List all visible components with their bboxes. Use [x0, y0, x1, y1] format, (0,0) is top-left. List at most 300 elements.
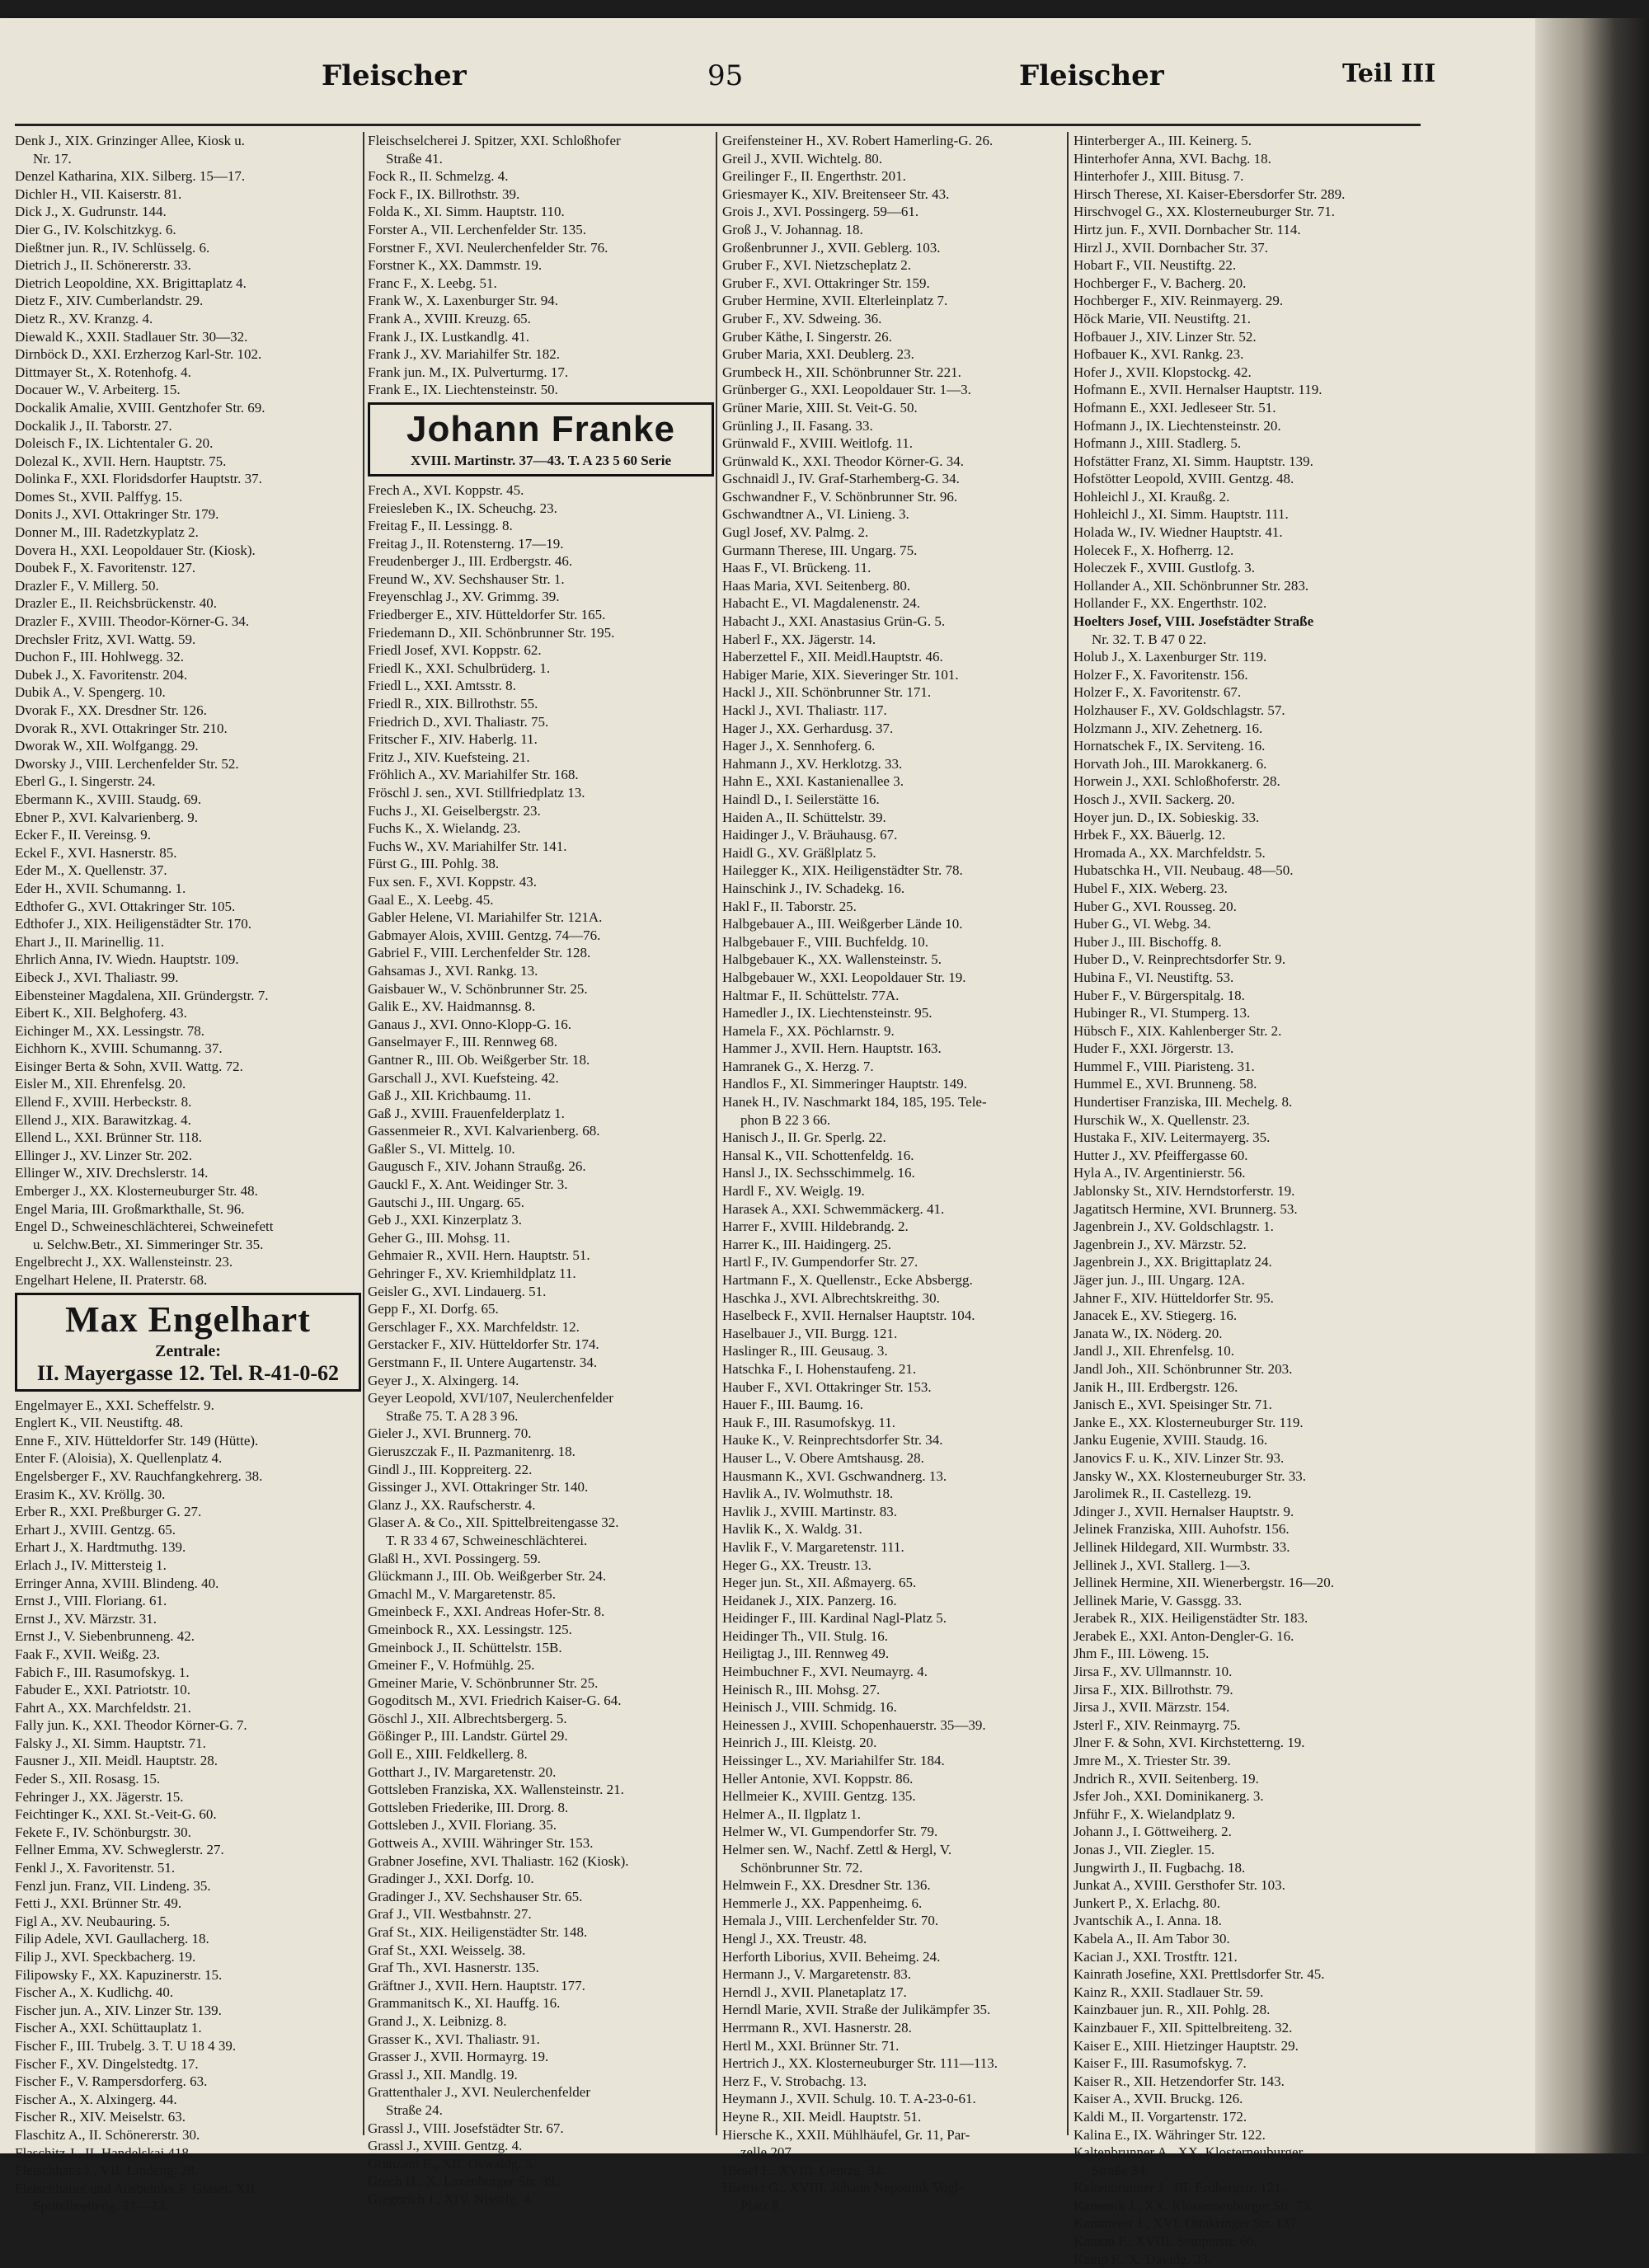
directory-entry: Hailegger K., XIX. Heiligenstädter Str. 78.: [722, 862, 963, 879]
directory-entry: Dietrich J., II. Schönererstr. 33.: [15, 257, 191, 274]
directory-entry: Gößinger P., III. Landstr. Gürtel 29.: [368, 1728, 568, 1744]
directory-entry: Holub J., X. Laxenburger Str. 119.: [1073, 649, 1267, 665]
directory-entry: Engelhart Helene, II. Praterstr. 68.: [15, 1272, 208, 1288]
directory-entry: Straße 24.: [386, 2101, 443, 2118]
header-category-left: Fleischer: [322, 59, 467, 92]
directory-entry: Flaschitz A., II. Schönererstr. 30.: [15, 2126, 200, 2143]
directory-entry: Haslinger R., III. Geusaug. 3.: [722, 1343, 888, 1359]
directory-entry: Nr. 17.: [33, 150, 72, 167]
directory-entry: Hromada A., XX. Marchfeldstr. 5.: [1073, 844, 1266, 861]
directory-entry: Eibeck J., XVI. Thaliastr. 99.: [15, 969, 179, 985]
directory-entry: Hofmann E., XVII. Hernalser Hauptstr. 119.: [1073, 382, 1322, 398]
directory-entry: Kalina E., IX. Währinger Str. 122.: [1073, 2126, 1266, 2143]
directory-entry: Hollander A., XII. Schönbrunner Str. 283.: [1073, 577, 1309, 594]
directory-entry: Groß J., V. Johannag. 18.: [722, 221, 863, 237]
directory-entry: Gregorich J., XIV. Nisselg. 4.: [368, 2191, 534, 2207]
directory-entry: Hanisch J., II. Gr. Sperlg. 22.: [722, 1129, 886, 1146]
directory-entry: Dietrich Leopoldine, XX. Brigittaplatz 4.: [15, 275, 247, 291]
directory-page: [0, 18, 1535, 2267]
directory-entry: Gottsleben J., XVII. Floriang. 35.: [368, 1817, 557, 1834]
directory-entry: Kaltenbrunner J., III. Erdbergstr. 121.: [1073, 2180, 1285, 2196]
directory-entry: Hager J., X. Sennhoferg. 6.: [722, 738, 876, 754]
directory-entry: Hanek H., IV. Naschmarkt 184, 185, 195. Tele-: [722, 1094, 987, 1111]
directory-entry: Heimbuchner F., XVI. Neumayrg. 4.: [722, 1664, 928, 1680]
directory-entry: Gmeiner F., V. Hofmühlg. 25.: [368, 1657, 535, 1674]
directory-entry: Hardl F., XV. Weiglg. 19.: [722, 1183, 865, 1200]
directory-entry: Haltmar F., II. Schüttelstr. 77A.: [722, 987, 900, 1003]
directory-entry: Forstner F., XVI. Neulerchenfelder Str. 76.: [368, 239, 608, 256]
directory-entry: Frank jun. M., IX. Pulverturmg. 17.: [368, 364, 569, 380]
header-part: Teil III: [1342, 59, 1436, 88]
directory-entry: Havlik F., V. Margaretenstr. 111.: [722, 1538, 904, 1555]
directory-entry: Dittmayer St., X. Rotenhofg. 4.: [15, 364, 191, 380]
directory-entry: Hubina F., VI. Neustiftg. 53.: [1073, 969, 1234, 985]
directory-entry: Freudenberger J., III. Erdbergstr. 46.: [368, 553, 573, 570]
directory-entry: Frank J., XV. Mariahilfer Str. 182.: [368, 346, 560, 363]
directory-entry: Grünling J., II. Fasang. 33.: [722, 417, 873, 434]
directory-entry: Jdinger J., XVII. Hernalser Hauptstr. 9.: [1073, 1503, 1294, 1519]
directory-entry: Heidanek J., XIX. Panzerg. 16.: [722, 1592, 897, 1608]
directory-entry: Janisch E., XVI. Speisinger Str. 71.: [1073, 1397, 1272, 1413]
directory-entry: Faak F., XVII. Weißg. 23.: [15, 1646, 160, 1662]
column-4-list: [1073, 132, 1420, 2268]
directory-entry: Gabler Helene, VI. Mariahilfer Str. 121A.: [368, 909, 603, 926]
directory-entry: Huder F., XXI. Jörgerstr. 13.: [1073, 1040, 1234, 1057]
directory-entry: Ganaus J., XVI. Onno-Klopp-G. 16.: [368, 1016, 571, 1032]
directory-entry: Eisler M., XII. Ehrenfelsg. 20.: [15, 1076, 186, 1092]
directory-entry: Kainzbauer F., XII. Spittelbreiteng. 32.: [1073, 2019, 1293, 2036]
directory-entry: Hackl J., XII. Schönbrunner Str. 171.: [722, 684, 932, 701]
directory-entry: Haindl D., I. Seilerstätte 16.: [722, 791, 880, 807]
directory-entry: Ellend F., XVIII. Herbeckstr. 8.: [15, 1094, 192, 1111]
directory-entry: Forster A., VII. Lerchenfelder Str. 135.: [368, 221, 587, 237]
directory-entry: Edthofer J., XIX. Heiligenstädter Str. 170.: [15, 916, 252, 932]
directory-entry: Dvorak R., XVI. Ottakringer Str. 210.: [15, 720, 228, 736]
directory-entry: Jellinek Hildegard, XII. Wurmbstr. 33.: [1073, 1538, 1290, 1555]
directory-entry: Jndrich R., XVII. Seitenberg. 19.: [1073, 1770, 1259, 1787]
directory-entry: Gugl Josef, XV. Palmg. 2.: [722, 524, 869, 541]
column-1-top: [15, 132, 361, 1289]
directory-entry: Fock F., IX. Billrothstr. 39.: [368, 185, 520, 202]
directory-entry: Garschall J., XVI. Kuefsteing. 42.: [368, 1069, 559, 1086]
directory-entry: Dworak W., XII. Wolfgangg. 29.: [15, 738, 199, 754]
directory-entry: Hofmann E., XXI. Jedleseer Str. 51.: [1073, 399, 1276, 416]
directory-entry: Geb J., XXI. Kinzerplatz 3.: [368, 1212, 522, 1228]
directory-entry: Hofstätter Franz, XI. Simm. Hauptstr. 139.: [1073, 453, 1313, 469]
directory-entry: Fenkl J., X. Favoritenstr. 51.: [15, 1860, 176, 1876]
directory-entry: Grasser K., XVI. Thaliastr. 91.: [368, 2031, 540, 2047]
directory-entry: Hengl J., XX. Treustr. 48.: [722, 1930, 867, 1946]
directory-entry: Drazler E., II. Reichsbrückenstr. 40.: [15, 595, 217, 612]
directory-entry: Hosch J., XVII. Sackerg. 20.: [1073, 791, 1235, 807]
directory-entry: Fock R., II. Schmelzg. 4.: [368, 168, 509, 185]
directory-entry: Kainrath Josefine, XXI. Prettlsdorfer Str. 45.: [1073, 1966, 1325, 1983]
directory-entry: Heinisch R., III. Mohsg. 27.: [722, 1681, 881, 1697]
directory-entry: Donits J., XVI. Ottakringer Str. 179.: [15, 506, 219, 523]
directory-entry: Fahrt A., XX. Marchfeldstr. 21.: [15, 1699, 191, 1716]
directory-entry: Heger jun. St., XII. Aßmayerg. 65.: [722, 1575, 917, 1591]
ad-engelhart-name: Max Engelhart: [65, 1298, 311, 1340]
directory-entry: Herndl Marie, XVII. Straße der Julikämpfer 35.: [722, 2002, 991, 2018]
directory-entry: Eichinger M., XX. Lessingstr. 78.: [15, 1022, 204, 1039]
directory-entry: Hamedler J., IX. Liechtensteinstr. 95.: [722, 1005, 933, 1021]
directory-entry: Haas F., VI. Brückeng. 11.: [722, 560, 871, 576]
directory-entry: Fischer A., XXI. Schüttauplatz 1.: [15, 2020, 202, 2036]
directory-entry: Gahsamas J., XVI. Rankg. 13.: [368, 962, 538, 979]
directory-entry: Fischer F., V. Rampersdorferg. 63.: [15, 2073, 208, 2090]
directory-entry: Gschwandner F., V. Schönbrunner Str. 96.: [722, 488, 958, 505]
directory-entry: Fux sen. F., XVI. Koppstr. 43.: [368, 873, 538, 890]
directory-entry: Dietz R., XV. Kranzg. 4.: [15, 310, 153, 326]
directory-entry: Helmer A., II. Ilgplatz 1.: [722, 1805, 862, 1822]
directory-entry: Jhm F., III. Löweng. 15.: [1073, 1646, 1210, 1662]
directory-entry: Hofer J., XVII. Klopstockg. 42.: [1073, 364, 1252, 380]
directory-entry: Hyla A., IV. Argentinierstr. 56.: [1073, 1165, 1246, 1181]
directory-entry: Feichtinger K., XXI. St.-Veit-G. 60.: [15, 1806, 217, 1823]
directory-entry: Haselbauer J., VII. Burgg. 121.: [722, 1325, 898, 1341]
directory-entry: Helmer sen. W., Nachf. Zettl & Hergl, V.: [722, 1842, 952, 1857]
directory-entry: Kamenik J., XX. Klosterneuburger Str. 73.: [1073, 2197, 1313, 2214]
column-divider: [716, 132, 717, 2135]
directory-entry: Docauer W., V. Arbeiterg. 15.: [15, 382, 181, 398]
directory-entry: Engelmayer E., XXI. Scheffelstr. 9.: [15, 1397, 214, 1413]
directory-entry: Kaldi M., II. Vorgartenstr. 172.: [1073, 2108, 1247, 2125]
directory-entry: Engel D., Schweineschlächterei, Schweinefett: [15, 1219, 274, 1235]
directory-entry: Jvantschik A., I. Anna. 18.: [1073, 1913, 1222, 1929]
directory-entry: Dockalik Amalie, XVIII. Gentzhofer Str. 69.: [15, 399, 265, 416]
directory-entry: Glaser A. & Co., XII. Spittelbreitengasse 32.: [368, 1514, 619, 1531]
directory-entry: Hubinger R., VI. Stumperg. 13.: [1073, 1005, 1251, 1021]
directory-entry: Feder S., XII. Rosasg. 15.: [15, 1771, 161, 1787]
directory-entry: Dubik A., V. Spengerg. 10.: [15, 684, 166, 701]
directory-entry: Freitag F., II. Lessingg. 8.: [368, 518, 513, 534]
directory-entry: Huber G., XVI. Rousseg. 20.: [1073, 898, 1237, 914]
directory-entry: Haberl F., XX. Jägerstr. 14.: [722, 631, 876, 647]
directory-entry: Gruber F., XV. Sdweing. 36.: [722, 310, 882, 326]
directory-entry: Gaß J., XII. Krichbaumg. 11.: [368, 1087, 532, 1104]
column-3-list: [722, 132, 1069, 2214]
directory-entry: Hellmeier K., XVIII. Gentzg. 135.: [722, 1788, 916, 1805]
directory-entry: Grois J., XVI. Possingerg. 59—61.: [722, 204, 919, 220]
directory-entry: Kainz R., XXII. Stadlauer Str. 59.: [1073, 1984, 1264, 2000]
directory-entry: Huber J., III. Bischoffg. 8.: [1073, 933, 1222, 950]
directory-entry: Ebermann K., XVIII. Staudg. 69.: [15, 791, 202, 807]
directory-entry: Horwein J., XXI. Schloßhoferstr. 28.: [1073, 773, 1280, 790]
directory-entry: Dvorak F., XX. Dresdner Str. 126.: [15, 702, 207, 718]
directory-entry: Filip J., XVI. Speckbacherg. 19.: [15, 1949, 196, 1965]
directory-entry: Gogoditsch M., XVI. Friedrich Kaiser-G. 64.: [368, 1693, 622, 1709]
directory-entry: Heinessen J., XVIII. Schopenhauerstr. 35—39.: [722, 1716, 986, 1733]
directory-entry: Göschl J., XII. Albrechtsbergerg. 5.: [368, 1710, 567, 1726]
directory-entry: Halbgebauer W., XXI. Leopoldauer Str. 19.: [722, 969, 966, 985]
directory-entry: Diewald K., XXII. Stadlauer Str. 30—32.: [15, 328, 248, 345]
directory-entry: Jsterl F., XIV. Reinmayrg. 75.: [1073, 1716, 1241, 1733]
directory-entry: Janacek E., XV. Stiegerg. 16.: [1073, 1308, 1238, 1324]
directory-entry: Kammerer J., XVI. Ottakringer Str. 137.: [1073, 2215, 1300, 2232]
directory-entry: Frank J., IX. Lustkandlg. 41.: [368, 328, 529, 345]
directory-entry: Fischer R., XIV. Meiselstr. 63.: [15, 2109, 186, 2125]
directory-entry: Griesmayer K., XIV. Breitenseer Str. 43.: [722, 185, 950, 202]
directory-entry: Platz 8.: [740, 2197, 782, 2214]
directory-entry: Englert K., VII. Neustiftg. 48.: [15, 1415, 184, 1431]
directory-entry: Gautschi J., III. Ungarg. 65.: [368, 1194, 524, 1210]
directory-entry: Höck Marie, VII. Neustiftg. 21.: [1073, 310, 1251, 326]
directory-entry: Hofstötter Leopold, XVIII. Gentzg. 48.: [1073, 471, 1294, 487]
directory-entry: Huber D., V. Reinprechtsdorfer Str. 9.: [1073, 951, 1286, 968]
directory-entry: Fekete F., IV. Schönburgstr. 30.: [15, 1824, 191, 1840]
directory-entry: Jahner F., XIV. Hütteldorfer Str. 95.: [1073, 1289, 1274, 1306]
directory-entry: Geisler G., XVI. Lindauerg. 51.: [368, 1283, 547, 1299]
directory-entry: Heiligtag J., III. Rennweg 49.: [722, 1646, 890, 1662]
directory-entry: Gabriel F., VIII. Lerchenfelder Str. 128.: [368, 945, 591, 961]
directory-entry: Heissinger L., XV. Mariahilfer Str. 184.: [722, 1753, 945, 1769]
directory-entry: Hofmann J., IX. Liechtensteinstr. 20.: [1073, 417, 1281, 434]
directory-entry: Erasim K., XV. Kröllg. 30.: [15, 1486, 166, 1502]
directory-entry: Gmeinbock J., II. Schüttelstr. 15B.: [368, 1639, 562, 1655]
directory-entry: Holzer F., X. Favoritenstr. 67.: [1073, 684, 1242, 701]
directory-entry: Drazler F., XVIII. Theodor-Körner-G. 34.: [15, 613, 250, 630]
directory-entry: Gruber Maria, XXI. Deublerg. 23.: [722, 346, 914, 363]
directory-entry: Junkat A., XVIII. Gersthofer Str. 103.: [1073, 1877, 1285, 1894]
directory-entry: Jmre M., X. Triester Str. 39.: [1073, 1753, 1231, 1769]
directory-entry: Heger G., XX. Treustr. 13.: [722, 1557, 871, 1573]
directory-entry: Ernst J., XV. Märzstr. 31.: [15, 1610, 157, 1627]
directory-entry: Hertl M., XXI. Brünner Str. 71.: [722, 2037, 900, 2054]
column-2: [368, 132, 714, 2209]
directory-entry: Jirsa F., XV. Ullmannstr. 10.: [1073, 1664, 1233, 1680]
directory-entry: Granzam E., XII. Oswaldg. 5.: [368, 2155, 536, 2172]
directory-entry: Hemmerle J., XX. Pappenheimg. 6.: [722, 1895, 923, 1911]
directory-entry: Janik H., III. Erdbergstr. 126.: [1073, 1378, 1238, 1395]
column-1: [15, 132, 361, 2215]
directory-entry: Dirnböck D., XXI. Erzherzog Karl-Str. 102.: [15, 346, 262, 363]
directory-entry: Fleischselcherei J. Spitzer, XXI. Schloßhofer: [368, 133, 621, 148]
directory-entry: Jonas J., VII. Ziegler. 15.: [1073, 1842, 1215, 1857]
directory-entry: Gissinger J., XVI. Ottakringer Str. 140.: [368, 1479, 589, 1496]
ad-franke-line: XVIII. Martinstr. 37—43. T. A 23 5 60 Serie: [410, 452, 672, 468]
directory-entry: Fischer F., III. Trubelg. 3. T. U 18 4 39.: [15, 2037, 237, 2054]
directory-entry: Hrbek F., XX. Bäuerlg. 12.: [1073, 827, 1226, 843]
directory-entry: Holada W., IV. Wiedner Hauptstr. 41.: [1073, 524, 1283, 541]
directory-entry: Grassl J., XII. Mandlg. 19.: [368, 2066, 518, 2083]
directory-entry: Kabela A., II. Am Tabor 30.: [1073, 1930, 1230, 1946]
directory-entry: Fritz J., XIV. Kuefsteing. 21.: [368, 749, 530, 765]
directory-entry: Enter F. (Aloisia), X. Quellenplatz 4.: [15, 1450, 223, 1467]
directory-entry: Gmeiner Marie, V. Schönbrunner Str. 25.: [368, 1674, 599, 1691]
directory-entry: Gaßler S., VI. Mittelg. 10.: [368, 1140, 515, 1157]
directory-entry: Gotthart J., IV. Margaretenstr. 20.: [368, 1763, 557, 1780]
directory-entry: Hochberger F., XIV. Reinmayerg. 29.: [1073, 293, 1284, 309]
directory-entry: Jirsa J., XVII. Märzstr. 154.: [1073, 1699, 1230, 1716]
directory-entry: Jlner F. & Sohn, XVI. Kirchstetterng. 19.: [1073, 1735, 1305, 1751]
directory-entry: Engelbrecht J., XX. Wallensteinstr. 23.: [15, 1254, 233, 1270]
directory-entry: Hundertiser Franziska, III. Mechelg. 8.: [1073, 1094, 1293, 1111]
directory-entry: Heinrich J., III. Kleistg. 20.: [722, 1735, 877, 1751]
directory-entry: Straße 75. T. A 28 3 96.: [386, 1407, 519, 1424]
directory-entry: Jelinek Franziska, XIII. Auhofstr. 156.: [1073, 1521, 1290, 1538]
directory-entry: Ellinger J., XV. Linzer Str. 202.: [15, 1147, 192, 1163]
directory-entry: Dolinka F., XXI. Floridsdorfer Hauptstr. 37.: [15, 471, 262, 487]
directory-entry: Haberzettel F., XII. Meidl.Hauptstr. 46.: [722, 649, 943, 665]
directory-entry: Denk J., XIX. Grinzinger Allee, Kiosk u.: [15, 133, 246, 148]
directory-entry: Jagenbrein J., XX. Brigittaplatz 24.: [1073, 1254, 1272, 1270]
directory-entry: Greifensteiner H., XV. Robert Hamerling-G. 26.: [722, 133, 994, 148]
directory-entry: Geher G., III. Mohsg. 11.: [368, 1229, 510, 1246]
directory-entry: Hammer J., XVII. Hern. Hauptstr. 163.: [722, 1040, 942, 1057]
directory-entry: Janku Eugenie, XVIII. Staudg. 16.: [1073, 1432, 1268, 1449]
directory-entry: Grüner Marie, XIII. St. Veit-G. 50.: [722, 399, 918, 416]
directory-entry: Janke E., XX. Klosterneuburger Str. 119.: [1073, 1414, 1304, 1430]
directory-entry: Gepp F., XI. Dorfg. 65.: [368, 1301, 499, 1317]
directory-entry: Holzer F., X. Favoritenstr. 156.: [1073, 666, 1248, 683]
directory-entry: Johann J., I. Göttweiherg. 2.: [1073, 1824, 1232, 1840]
directory-entry: Haschka J., XVI. Albrechtskreithg. 30.: [722, 1289, 940, 1306]
directory-entry: Freitag J., II. Rotensterng. 17—19.: [368, 535, 564, 552]
directory-entry: Hochberger F., V. Bacherg. 20.: [1073, 275, 1247, 291]
directory-entry: Gschnaidl J., IV. Graf-Starhemberg-G. 34.: [722, 471, 960, 487]
directory-entry: Haiden A., II. Schüttelstr. 39.: [722, 809, 886, 825]
directory-entry: Kaltenbrunner A., XX. Klosterneuburger: [1073, 2144, 1304, 2161]
directory-entry: Dubek J., X. Favoritenstr. 204.: [15, 666, 188, 683]
directory-entry: Fritscher F., XIV. Haberlg. 11.: [368, 731, 538, 748]
directory-entry: Drazler F., V. Millerg. 50.: [15, 577, 159, 594]
directory-entry: Friedl K., XXI. Schulbrüderg. 1.: [368, 660, 551, 676]
directory-entry: Hohleichl J., XI. Simm. Hauptstr. 111.: [1073, 506, 1289, 523]
directory-entry: Hurschik W., X. Quellenstr. 23.: [1073, 1111, 1250, 1128]
directory-entry: Holzmann J., XIV. Zehetnerg. 16.: [1073, 720, 1263, 736]
directory-entry: Grassl J., XVIII. Gentzg. 4.: [368, 2138, 523, 2154]
directory-entry: Frech A., XVI. Koppstr. 45.: [368, 481, 524, 498]
directory-entry: Hauser L., V. Obere Amtshausg. 28.: [722, 1449, 924, 1466]
directory-entry: Ecker F., II. Vereinsg. 9.: [15, 827, 151, 843]
directory-entry: Hinterhofer J., XIII. Bitusg. 7.: [1073, 168, 1244, 185]
directory-entry: Gehmaier R., XVII. Hern. Hauptstr. 51.: [368, 1247, 590, 1264]
directory-entry: Nr. 32. T. B 47 0 22.: [1092, 631, 1207, 647]
directory-entry: Jerabek E., XXI. Anton-Dengler-G. 16.: [1073, 1627, 1294, 1644]
directory-entry: Grabner Josefine, XVI. Thaliastr. 162 (Kiosk).: [368, 1852, 629, 1869]
directory-entry: Dichler H., VII. Kaiserstr. 81.: [15, 185, 182, 202]
directory-entry: Fehringer J., XX. Jägerstr. 15.: [15, 1788, 184, 1805]
directory-entry: Grünwald K., XXI. Theodor Körner-G. 34.: [722, 453, 965, 469]
directory-entry: Folda K., XI. Simm. Hauptstr. 110.: [368, 204, 565, 220]
directory-entry: Grech H., X. Laxenburger Str. 39.: [368, 2173, 559, 2190]
directory-entry: Filipowsky F., XX. Kapuzinerstr. 15.: [15, 1966, 223, 1983]
directory-entry: Ernst J., V. Siebenbrunneng. 42.: [15, 1628, 195, 1645]
directory-entry: Graf St., XIX. Heiligenstädter Str. 148.: [368, 1924, 588, 1940]
directory-entry: Dworsky J., VIII. Lerchenfelder Str. 52.: [15, 755, 239, 772]
directory-entry: Hoelters Josef, VIII. Josefstädter Straße: [1073, 613, 1314, 630]
directory-entry: Gschwandtner A., VI. Linieng. 3.: [722, 506, 909, 523]
directory-entry: Gruber F., XVI. Nietzscheplatz 2.: [722, 257, 912, 274]
directory-entry: Grünwald F., XVIII. Weitlofg. 11.: [722, 435, 913, 452]
directory-entry: Kaiser A., XVII. Bruckg. 126.: [1073, 2091, 1243, 2107]
directory-entry: Havlik J., XVIII. Martinstr. 83.: [722, 1503, 898, 1519]
directory-entry: Freund W., XV. Sechshauser Str. 1.: [368, 571, 565, 587]
directory-entry: Glaßl H., XVI. Possingerg. 59.: [368, 1550, 541, 1566]
directory-entry: Hübsch F., XIX. Kahlenberger Str. 2.: [1073, 1022, 1282, 1039]
directory-entry: Fausner J., XII. Meidl. Hauptstr. 28.: [15, 1753, 218, 1769]
directory-entry: Ellinger W., XIV. Drechslerstr. 14.: [15, 1165, 209, 1181]
directory-entry: Hummel F., VIII. Piaristeng. 31.: [1073, 1058, 1255, 1074]
column-2-top: [368, 132, 714, 399]
directory-entry: Dolezal K., XVII. Hern. Hauptstr. 75.: [15, 453, 227, 469]
directory-entry: Gauckl F., X. Ant. Weidinger Str. 3.: [368, 1176, 568, 1193]
directory-entry: Hartmann F., X. Quellenstr., Ecke Absbergg.: [722, 1272, 973, 1288]
directory-entry: Hatschka F., I. Hohenstaufeng. 21.: [722, 1360, 917, 1377]
directory-entry: Hahn E., XXI. Kastanienallee 3.: [722, 773, 904, 790]
directory-entry: Heidinger F., III. Kardinal Nagl-Platz 5.: [722, 1610, 947, 1627]
book-page-edge: [1535, 18, 1649, 2153]
ad-engelhart-line2: II. Mayergasse 12. Tel. R-41-0-62: [36, 1360, 340, 1385]
directory-entry: Dießtner jun. R., IV. Schlüsselg. 6.: [15, 239, 210, 256]
directory-entry: Hofmann J., XIII. Stadlerg. 5.: [1073, 435, 1242, 452]
directory-entry: Hubel F., XIX. Weberg. 23.: [1073, 880, 1228, 896]
directory-entry: Gaugusch F., XIV. Johann Straußg. 26.: [368, 1158, 586, 1175]
directory-entry: Handlos F., XI. Simmeringer Hauptstr. 149.: [722, 1076, 968, 1092]
directory-entry: Gradinger J., XXI. Dorfg. 10.: [368, 1871, 534, 1887]
directory-entry: Grasser J., XVII. Hormayrg. 19.: [368, 2049, 549, 2065]
directory-entry: Fuchs W., XV. Mariahilfer Str. 141.: [368, 838, 567, 854]
column-divider: [363, 132, 364, 2135]
directory-entry: Hiersche K., XXII. Mühlhäufel, Gr. 11, Par-: [722, 2126, 970, 2143]
directory-entry: Grünberger G., XXI. Leopoldauer Str. 1—3.: [722, 382, 971, 398]
directory-entry: Friedl Josef, XVI. Koppstr. 62.: [368, 642, 542, 659]
directory-entry: Gehringer F., XV. Kriemhildplatz 11.: [368, 1265, 576, 1282]
directory-entry: Fuchs J., XI. Geiselbergstr. 23.: [368, 802, 541, 819]
directory-entry: Habacht J., XXI. Anastasius Grün-G. 5.: [722, 613, 946, 630]
directory-entry: Frank A., XVIII. Kreuzg. 65.: [368, 310, 531, 326]
directory-entry: Hiesel F., XVIII. Gentzg. 32.: [722, 2162, 886, 2178]
directory-entry: Gradinger J., XV. Sechshauser Str. 65.: [368, 1888, 583, 1904]
directory-entry: Erlach J., IV. Mittersteig 1.: [15, 1557, 167, 1573]
directory-entry: Drechsler Fritz, XVI. Wattg. 59.: [15, 631, 196, 647]
directory-entry: Holecek F., X. Hofherrg. 12.: [1073, 542, 1234, 558]
directory-entry: Fischer jun. A., XIV. Linzer Str. 139.: [15, 2002, 222, 2018]
directory-entry: T. R 33 4 67, Schweineschlächterei.: [386, 1532, 588, 1548]
directory-entry: Gruber Käthe, I. Singerstr. 26.: [722, 328, 892, 345]
directory-entry: Friedberger E., XIV. Hütteldorfer Str. 165.: [368, 607, 606, 623]
column-4: [1073, 132, 1420, 2268]
directory-entry: Gieruszczak F., II. Pazmanitenrg. 18.: [368, 1443, 576, 1459]
directory-entry: Grumbeck H., XII. Schönbrunner Str. 221.: [722, 364, 961, 380]
directory-entry: Dockalik J., II. Taborstr. 27.: [15, 417, 172, 434]
directory-entry: Hirsch Therese, XI. Kaiser-Ebersdorfer Str. 289.: [1073, 185, 1346, 202]
directory-entry: Dietz F., XIV. Cumberlandstr. 29.: [15, 293, 204, 309]
directory-entry: Fuchs K., X. Wielandg. 23.: [368, 820, 521, 837]
directory-entry: Fischer F., XV. Dingelstedtg. 17.: [15, 2055, 199, 2072]
header-category-right: Fleischer: [1019, 59, 1164, 92]
directory-entry: Huber F., V. Bürgerspitalg. 18.: [1073, 987, 1245, 1003]
directory-entry: Kamp F., X. Davidg. 33.: [1073, 2251, 1212, 2267]
directory-entry: Harrer F., XVIII. Hildebrandg. 2.: [722, 1219, 909, 1235]
directory-entry: Ehrlich Anna, IV. Wiedn. Hauptstr. 109.: [15, 951, 239, 968]
directory-entry: Hofbauer K., XVI. Rankg. 23.: [1073, 346, 1244, 363]
directory-entry: Friedl L., XXI. Amtsstr. 8.: [368, 678, 516, 694]
directory-entry: Fetti J., XXI. Brünner Str. 49.: [15, 1895, 182, 1912]
directory-entry: Eder M., X. Quellenstr. 37.: [15, 862, 167, 879]
directory-entry: Jungwirth J., II. Fugbachg. 18.: [1073, 1859, 1246, 1876]
directory-entry: Haas Maria, XVI. Seitenberg. 80.: [722, 577, 911, 594]
directory-entry: Jagatitsch Hermine, XVI. Brunnerg. 53.: [1073, 1200, 1298, 1217]
directory-entry: Kaiser R., XII. Hetzendorfer Str. 143.: [1073, 2073, 1285, 2089]
directory-entry: Hermann J., V. Margaretenstr. 83.: [722, 1966, 911, 1983]
directory-entry: Falsky J., XI. Simm. Hauptstr. 71.: [15, 1735, 206, 1751]
directory-entry: Gassenmeier R., XVI. Kalvarienberg. 68.: [368, 1123, 600, 1139]
directory-entry: Heyne R., XII. Meidl. Hauptstr. 51.: [722, 2108, 922, 2125]
directory-entry: Hauer F., III. Baumg. 16.: [722, 1397, 863, 1413]
directory-entry: Friedemann D., XII. Schönbrunner Str. 195.: [368, 624, 615, 641]
directory-entry: Fischer A., X. Kudlichg. 40.: [15, 1984, 174, 2001]
